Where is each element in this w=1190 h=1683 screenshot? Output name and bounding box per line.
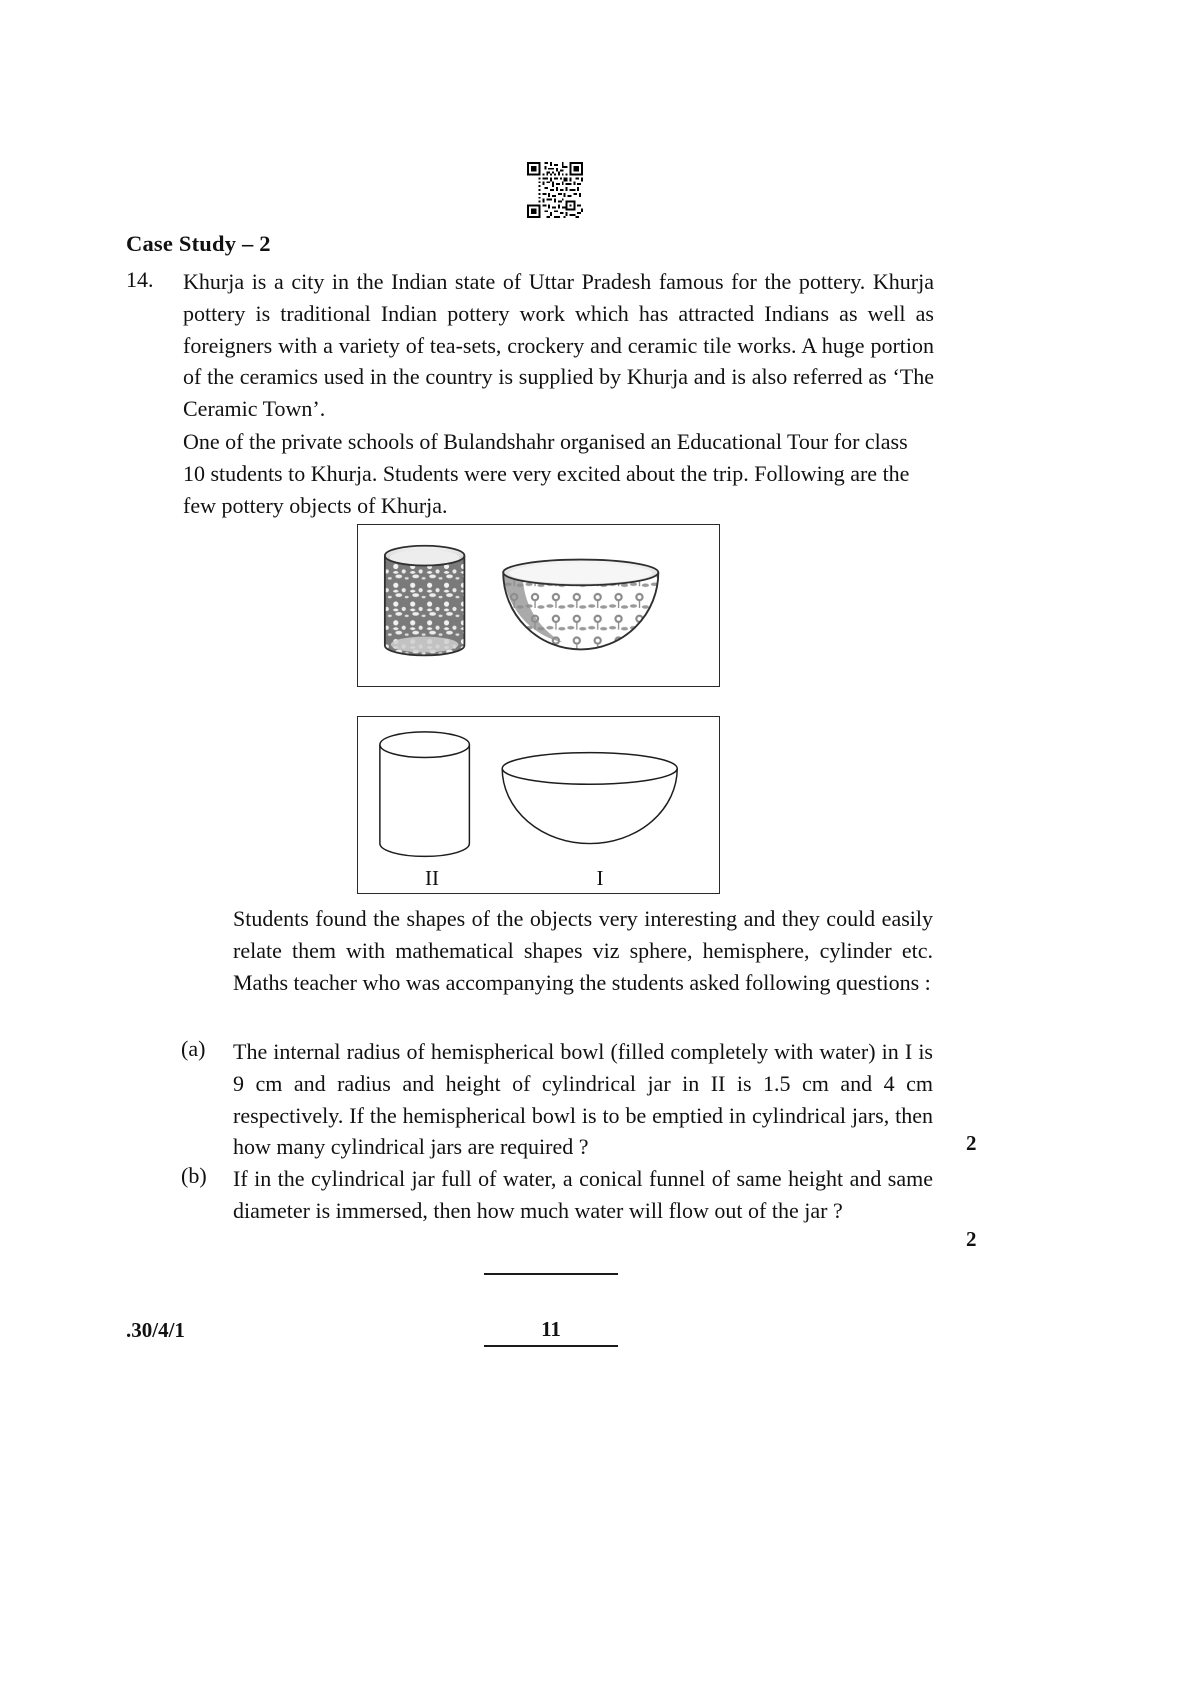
sub-question-a-marker: (a) [181,1036,206,1061]
sub-question-b-text: If in the cylindrical jar full of water, a conical funnel of same height and same diameter is immersed, then how much water will flow out of the jar ? [233,1166,933,1223]
footer-rule [484,1345,618,1347]
sub-question-a-marks: 2 [966,1131,977,1155]
photo-bowl [497,560,666,668]
case-study-heading: Case Study – 2 [126,231,271,256]
line-hemisphere [502,753,677,844]
students-paragraph: Students found the shapes of the objects very interesting and they could easily relate them with mathematical shapes viz sphere, hemisphere, cylinder etc. Maths teacher who was accompanying the students asked following questions : [233,906,933,995]
section-separator-rule [484,1273,618,1275]
photo-cylinder [378,546,477,662]
pottery-photo-figure [357,524,720,687]
footer-page-block [484,1316,618,1347]
tour-paragraph: One of the private schools of Bulandshahr organised an Educational Tour for class 10 students to Khurja. Students were very excited about the trip. Following are the few pottery objects of Khurja. [183,429,910,518]
sub-question-b-marks: 2 [966,1227,977,1251]
qr-code-icon [527,162,583,218]
footer-paper-code: .30/4/1 [126,1318,185,1342]
line-cylinder [380,732,470,857]
sub-question-b-marker: (b) [181,1163,207,1188]
intro-paragraph: Khurja is a city in the Indian state of Uttar Pradesh famous for the pottery. Khurja pottery is traditional Indian pottery work which has attracted Indians as well as foreigners with a variety of tea-sets, crockery and ceramic tile works. A huge portion of the ceramics used in the country is supplied by Khurja and is also referred as ‘The Ceramic Town’. [183,269,934,422]
sub-question-a-text: The internal radius of hemispherical bowl (filled completely with water) in I is 9 cm and radius and height of cylindrical jar in II is 1.5 cm and 4 cm respectively. If the hemispherical bowl is to be emptied in cylindrical jars, then how many cylindrical jars are required ? [233,1039,933,1160]
figure-label-ii: II [425,866,439,890]
footer-page-number: 11 [541,1317,561,1341]
figure-label-i: I [596,866,604,890]
question-number: 14. [126,267,154,292]
